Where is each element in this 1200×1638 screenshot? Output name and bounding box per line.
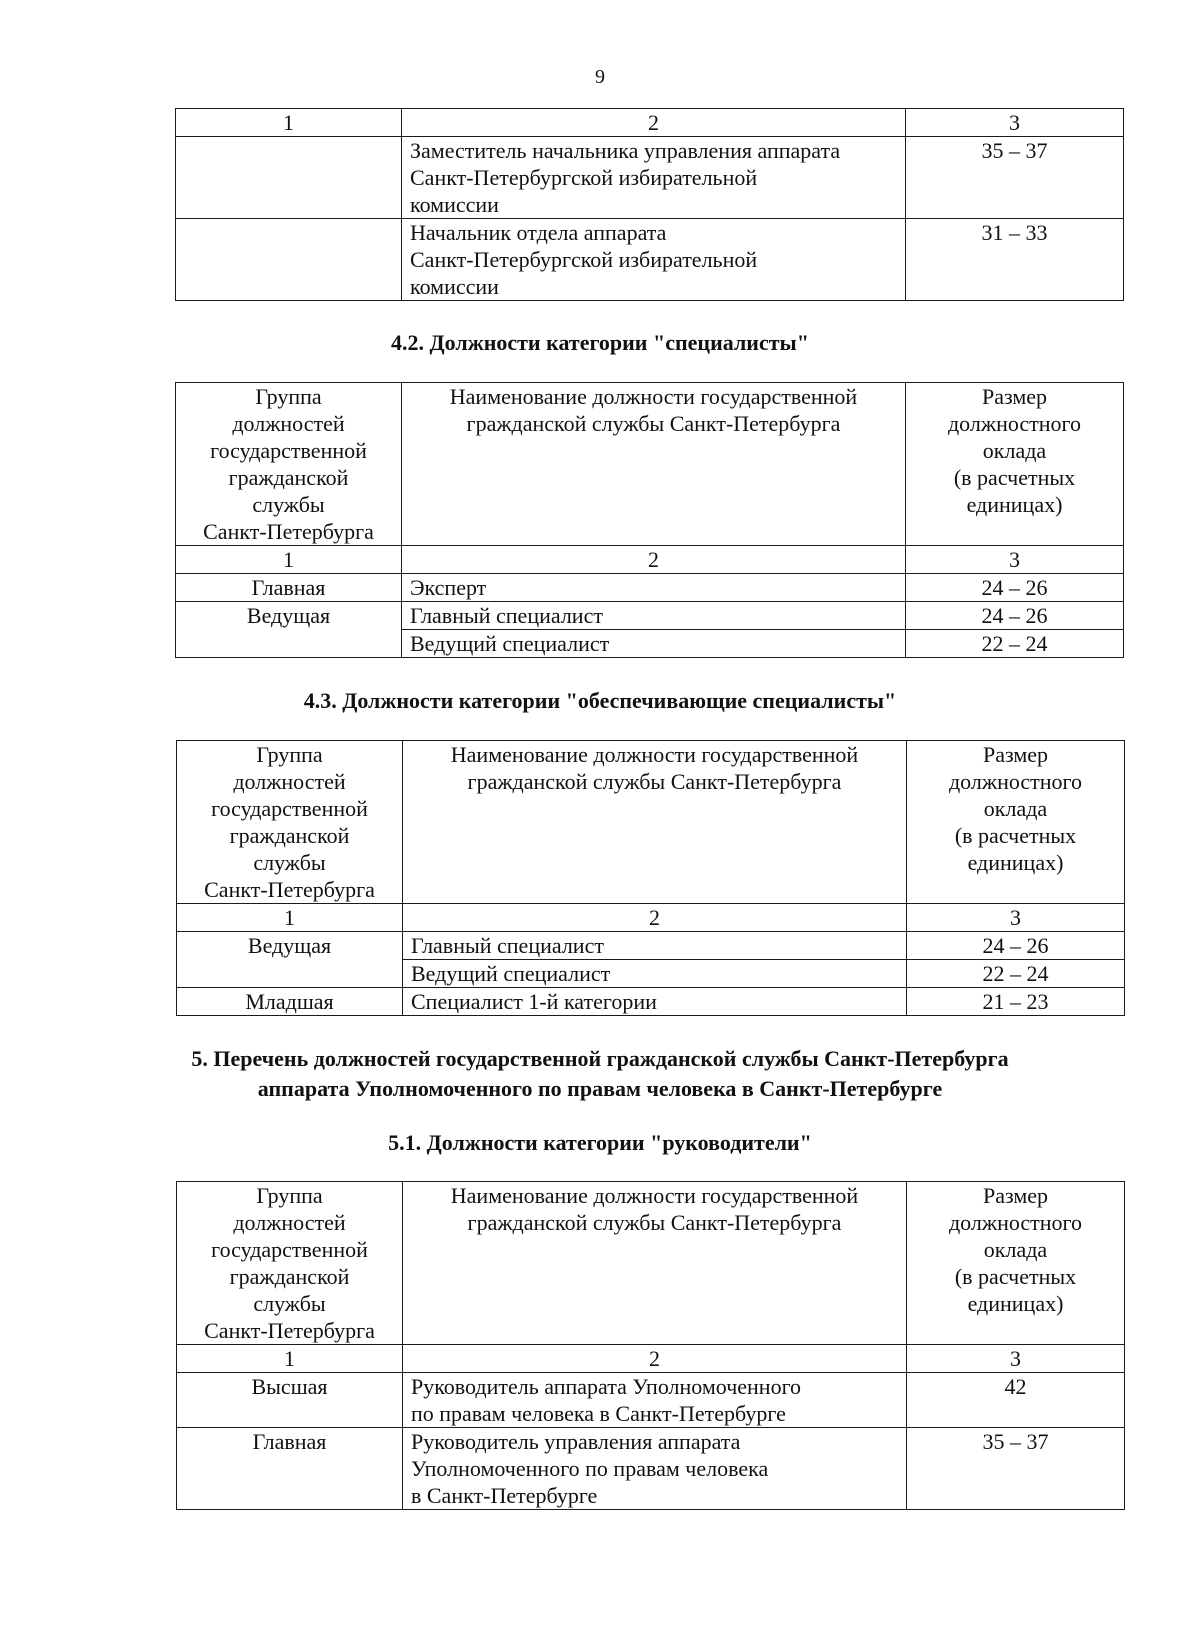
table-5-1	[176, 1181, 1125, 1510]
col-number: 1	[176, 109, 402, 137]
column-numbers-row	[176, 546, 1124, 574]
salary-cell: 35 – 37	[907, 1428, 1125, 1510]
header-salary: Размер должностного оклада (в расчетных единицах)	[907, 741, 1125, 904]
table-row	[176, 219, 1124, 301]
section-5-title: 5. Перечень должностей государственной гражданской службы Санкт-Петербурга аппарата Уполномоченного по правам человека в Санкт-Петербурге	[191, 1046, 1009, 1101]
header-group: Группа должностей государственной гражданской службы Санкт-Петербурга	[177, 1182, 403, 1345]
header-salary: Размер должностного оклада (в расчетных единицах)	[906, 383, 1124, 546]
col-number: 2	[403, 1345, 907, 1373]
salary-cell: 24 – 26	[907, 932, 1125, 960]
position-cell: Эксперт	[402, 574, 906, 602]
group-cell: Ведущая	[177, 932, 403, 988]
table-row	[177, 988, 1125, 1016]
col-number: 3	[907, 904, 1125, 932]
col-number: 2	[403, 904, 907, 932]
salary-cell: 21 – 23	[907, 988, 1125, 1016]
header-group: Группа должностей государственной гражданской службы Санкт-Петербурга	[176, 383, 402, 546]
position-cell: Главный специалист	[403, 932, 907, 960]
position-cell: Специалист 1-й категории	[403, 988, 907, 1016]
position-cell: Главный специалист	[402, 602, 906, 630]
col-number: 3	[906, 109, 1124, 137]
group-cell: Главная	[177, 1428, 403, 1510]
col-number: 1	[177, 904, 403, 932]
col-number: 2	[402, 546, 906, 574]
section-4-3-title: 4.3. Должности категории "обеспечивающие специалисты"	[303, 688, 897, 713]
salary-cell: 24 – 26	[906, 602, 1124, 630]
group-cell: Высшая	[177, 1373, 403, 1428]
group-cell: Главная	[176, 574, 402, 602]
table-row	[177, 932, 1125, 960]
table-header-row	[177, 741, 1125, 904]
group-cell	[176, 219, 402, 301]
group-cell	[176, 137, 402, 219]
header-salary: Размер должностного оклада (в расчетных единицах)	[907, 1182, 1125, 1345]
position-cell: Ведущий специалист	[402, 630, 906, 658]
col-number: 2	[402, 109, 906, 137]
page-number: 9	[595, 66, 605, 88]
column-numbers-row	[177, 904, 1125, 932]
table-4-2	[175, 382, 1124, 658]
header-name: Наименование должности государственной гражданской службы Санкт-Петербурга	[403, 1182, 907, 1345]
table-header-row	[177, 1182, 1125, 1345]
position-cell: Руководитель аппарата Уполномоченного по правам человека в Санкт-Петербурге	[403, 1373, 907, 1428]
col-number: 1	[177, 1345, 403, 1373]
section-5-1-title: 5.1. Должности категории "руководители"	[388, 1130, 812, 1155]
col-number: 1	[176, 546, 402, 574]
salary-cell: 24 – 26	[906, 574, 1124, 602]
col-number: 3	[907, 1345, 1125, 1373]
position-cell: Руководитель управления аппарата Уполномоченного по правам человека в Санкт-Петербурге	[403, 1428, 907, 1510]
section-4-2-title: 4.2. Должности категории "специалисты"	[391, 330, 809, 355]
group-cell: Ведущая	[176, 602, 402, 658]
salary-cell: 22 – 24	[906, 630, 1124, 658]
table-row	[176, 574, 1124, 602]
column-numbers-row	[177, 1345, 1125, 1373]
table-continued	[175, 108, 1124, 301]
table-row	[177, 1373, 1125, 1428]
header-group: Группа должностей государственной гражданской службы Санкт-Петербурга	[177, 741, 403, 904]
header-name: Наименование должности государственной гражданской службы Санкт-Петербурга	[403, 741, 907, 904]
column-numbers-row	[176, 109, 1124, 137]
group-cell: Младшая	[177, 988, 403, 1016]
salary-cell: 31 – 33	[906, 219, 1124, 301]
table-row	[176, 137, 1124, 219]
table-row	[176, 602, 1124, 630]
position-cell: Ведущий специалист	[403, 960, 907, 988]
table-header-row	[176, 383, 1124, 546]
salary-cell: 42	[907, 1373, 1125, 1428]
salary-cell: 35 – 37	[906, 137, 1124, 219]
table-4-3	[176, 740, 1125, 1016]
header-name: Наименование должности государственной гражданской службы Санкт-Петербурга	[402, 383, 906, 546]
position-cell: Заместитель начальника управления аппарата Санкт-Петербургской избирательной комиссии	[402, 137, 906, 219]
position-cell: Начальник отдела аппарата Санкт-Петербургской избирательной комиссии	[402, 219, 906, 301]
table-row	[177, 1428, 1125, 1510]
col-number: 3	[906, 546, 1124, 574]
salary-cell: 22 – 24	[907, 960, 1125, 988]
